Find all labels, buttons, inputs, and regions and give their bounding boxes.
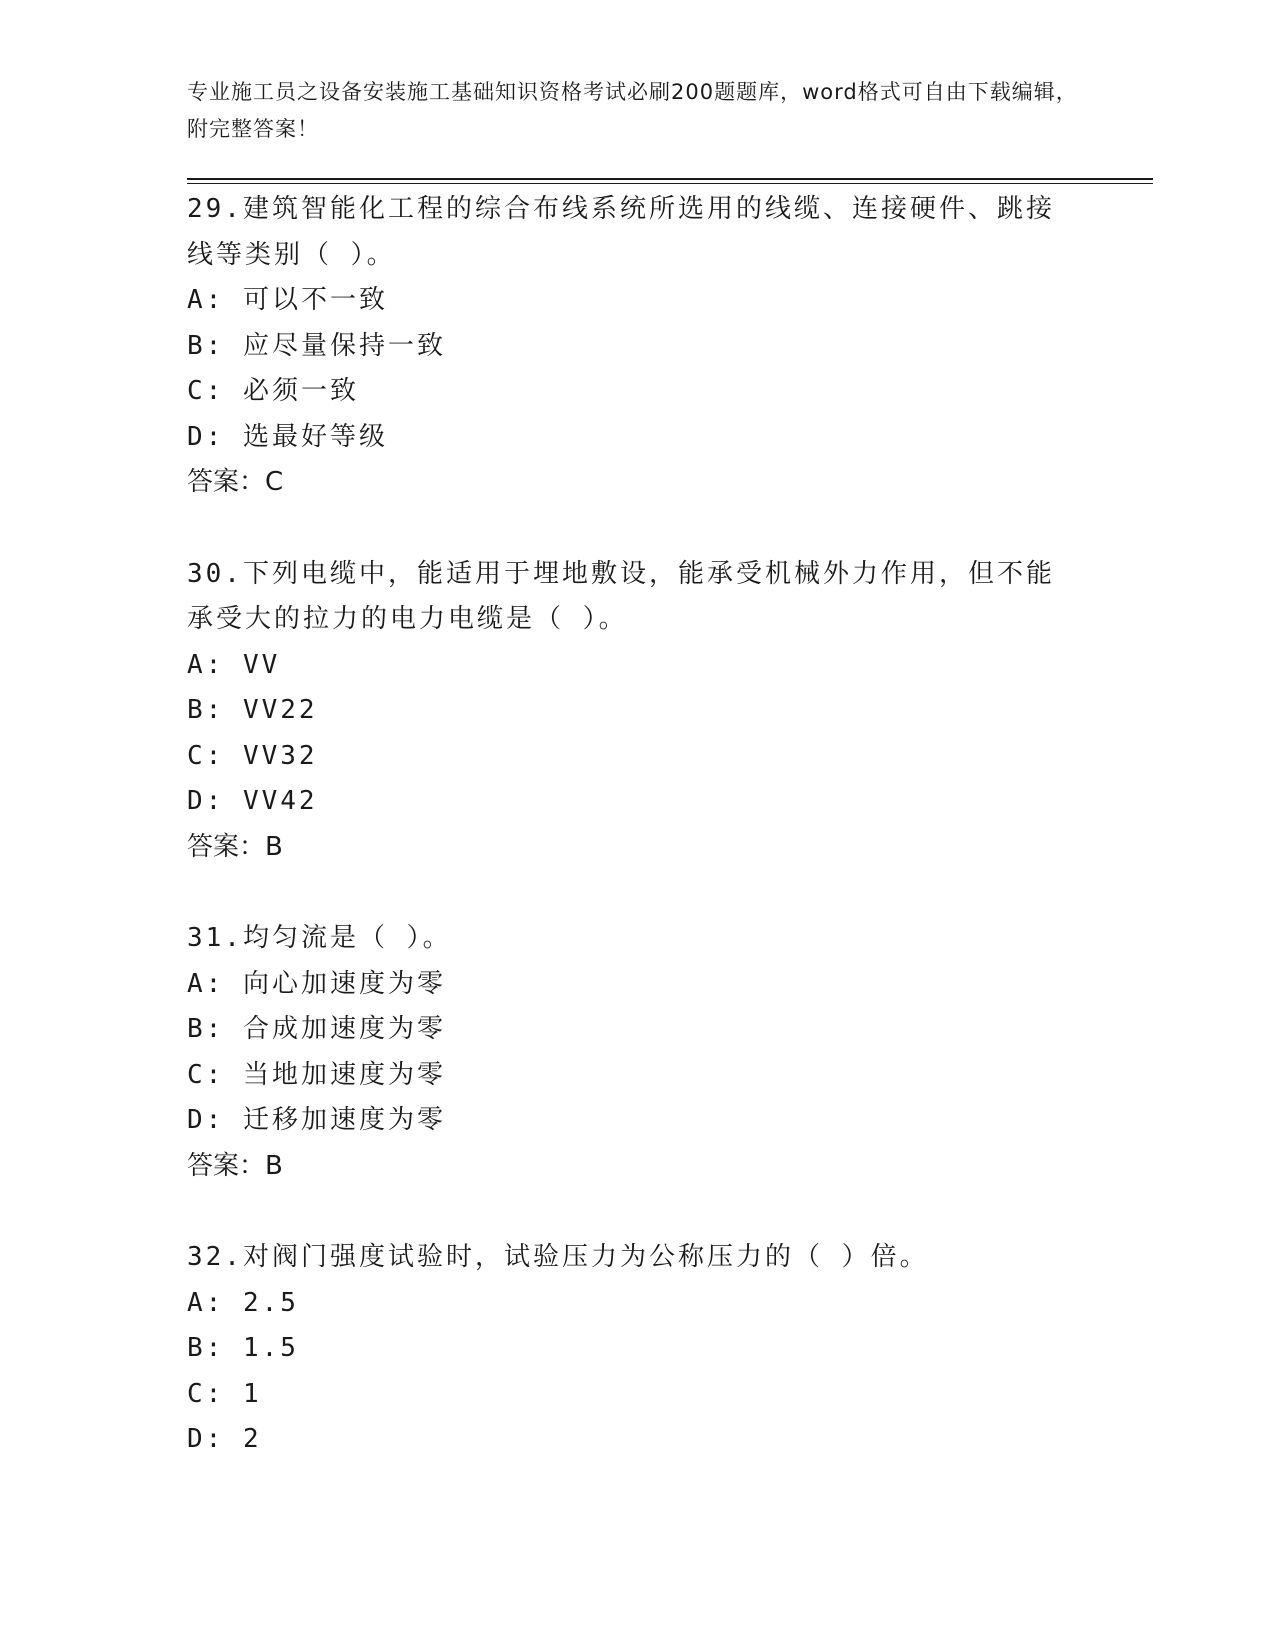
option-a: A: 可以不一致 xyxy=(187,285,388,315)
answer-text: 答案：B xyxy=(187,831,283,862)
question-32 xyxy=(187,1235,1087,1463)
question-31 xyxy=(187,916,1087,1189)
option-c: C: 当地加速度为零 xyxy=(187,1059,446,1090)
option-a: A: 2.5 xyxy=(187,1287,299,1318)
option-d: D: 迁移加速度为零 xyxy=(187,1105,446,1135)
question-30 xyxy=(187,552,1087,871)
answer-text: 答案：C xyxy=(187,467,284,497)
question-list xyxy=(187,187,1087,1509)
option-c: C: 1 xyxy=(187,1378,262,1409)
answer-text: 答案：B xyxy=(187,1150,283,1181)
option-b: B: 合成加速度为零 xyxy=(187,1014,446,1044)
option-c: C: VV32 xyxy=(187,740,318,771)
document-header: 专业施工员之设备安装施工基础知识资格考试必刷200题题库，word格式可自由下载编辑，附完整答案！ xyxy=(187,80,1078,141)
question-stem: 31.均匀流是（ ）。 xyxy=(187,923,452,953)
option-a: A: 向心加速度为零 xyxy=(187,968,446,999)
option-b: B: 1.5 xyxy=(187,1333,299,1363)
option-c: C: 必须一致 xyxy=(187,376,359,406)
option-b: B: VV22 xyxy=(187,695,318,725)
option-b: B: 应尽量保持一致 xyxy=(187,330,446,361)
option-d: D: VV42 xyxy=(187,786,318,816)
header-divider-thin xyxy=(187,183,1153,184)
question-stem: 30.下列电缆中，能适用于埋地敷设，能承受机械外力作用，但不能承受大的拉力的电力电缆是（ ）。 xyxy=(187,558,1055,634)
question-29 xyxy=(187,187,1087,506)
option-a: A: VV xyxy=(187,649,281,680)
option-d: D: 选最好等级 xyxy=(187,421,388,452)
question-stem: 29.建筑智能化工程的综合布线系统所选用的线缆、连接硬件、跳接线等类别（ ）。 xyxy=(187,194,1055,270)
option-d: D: 2 xyxy=(187,1424,262,1454)
question-stem: 32.对阀门强度试验时，试验压力为公称压力的（ ）倍。 xyxy=(187,1242,929,1272)
header-divider-thick xyxy=(187,178,1153,180)
